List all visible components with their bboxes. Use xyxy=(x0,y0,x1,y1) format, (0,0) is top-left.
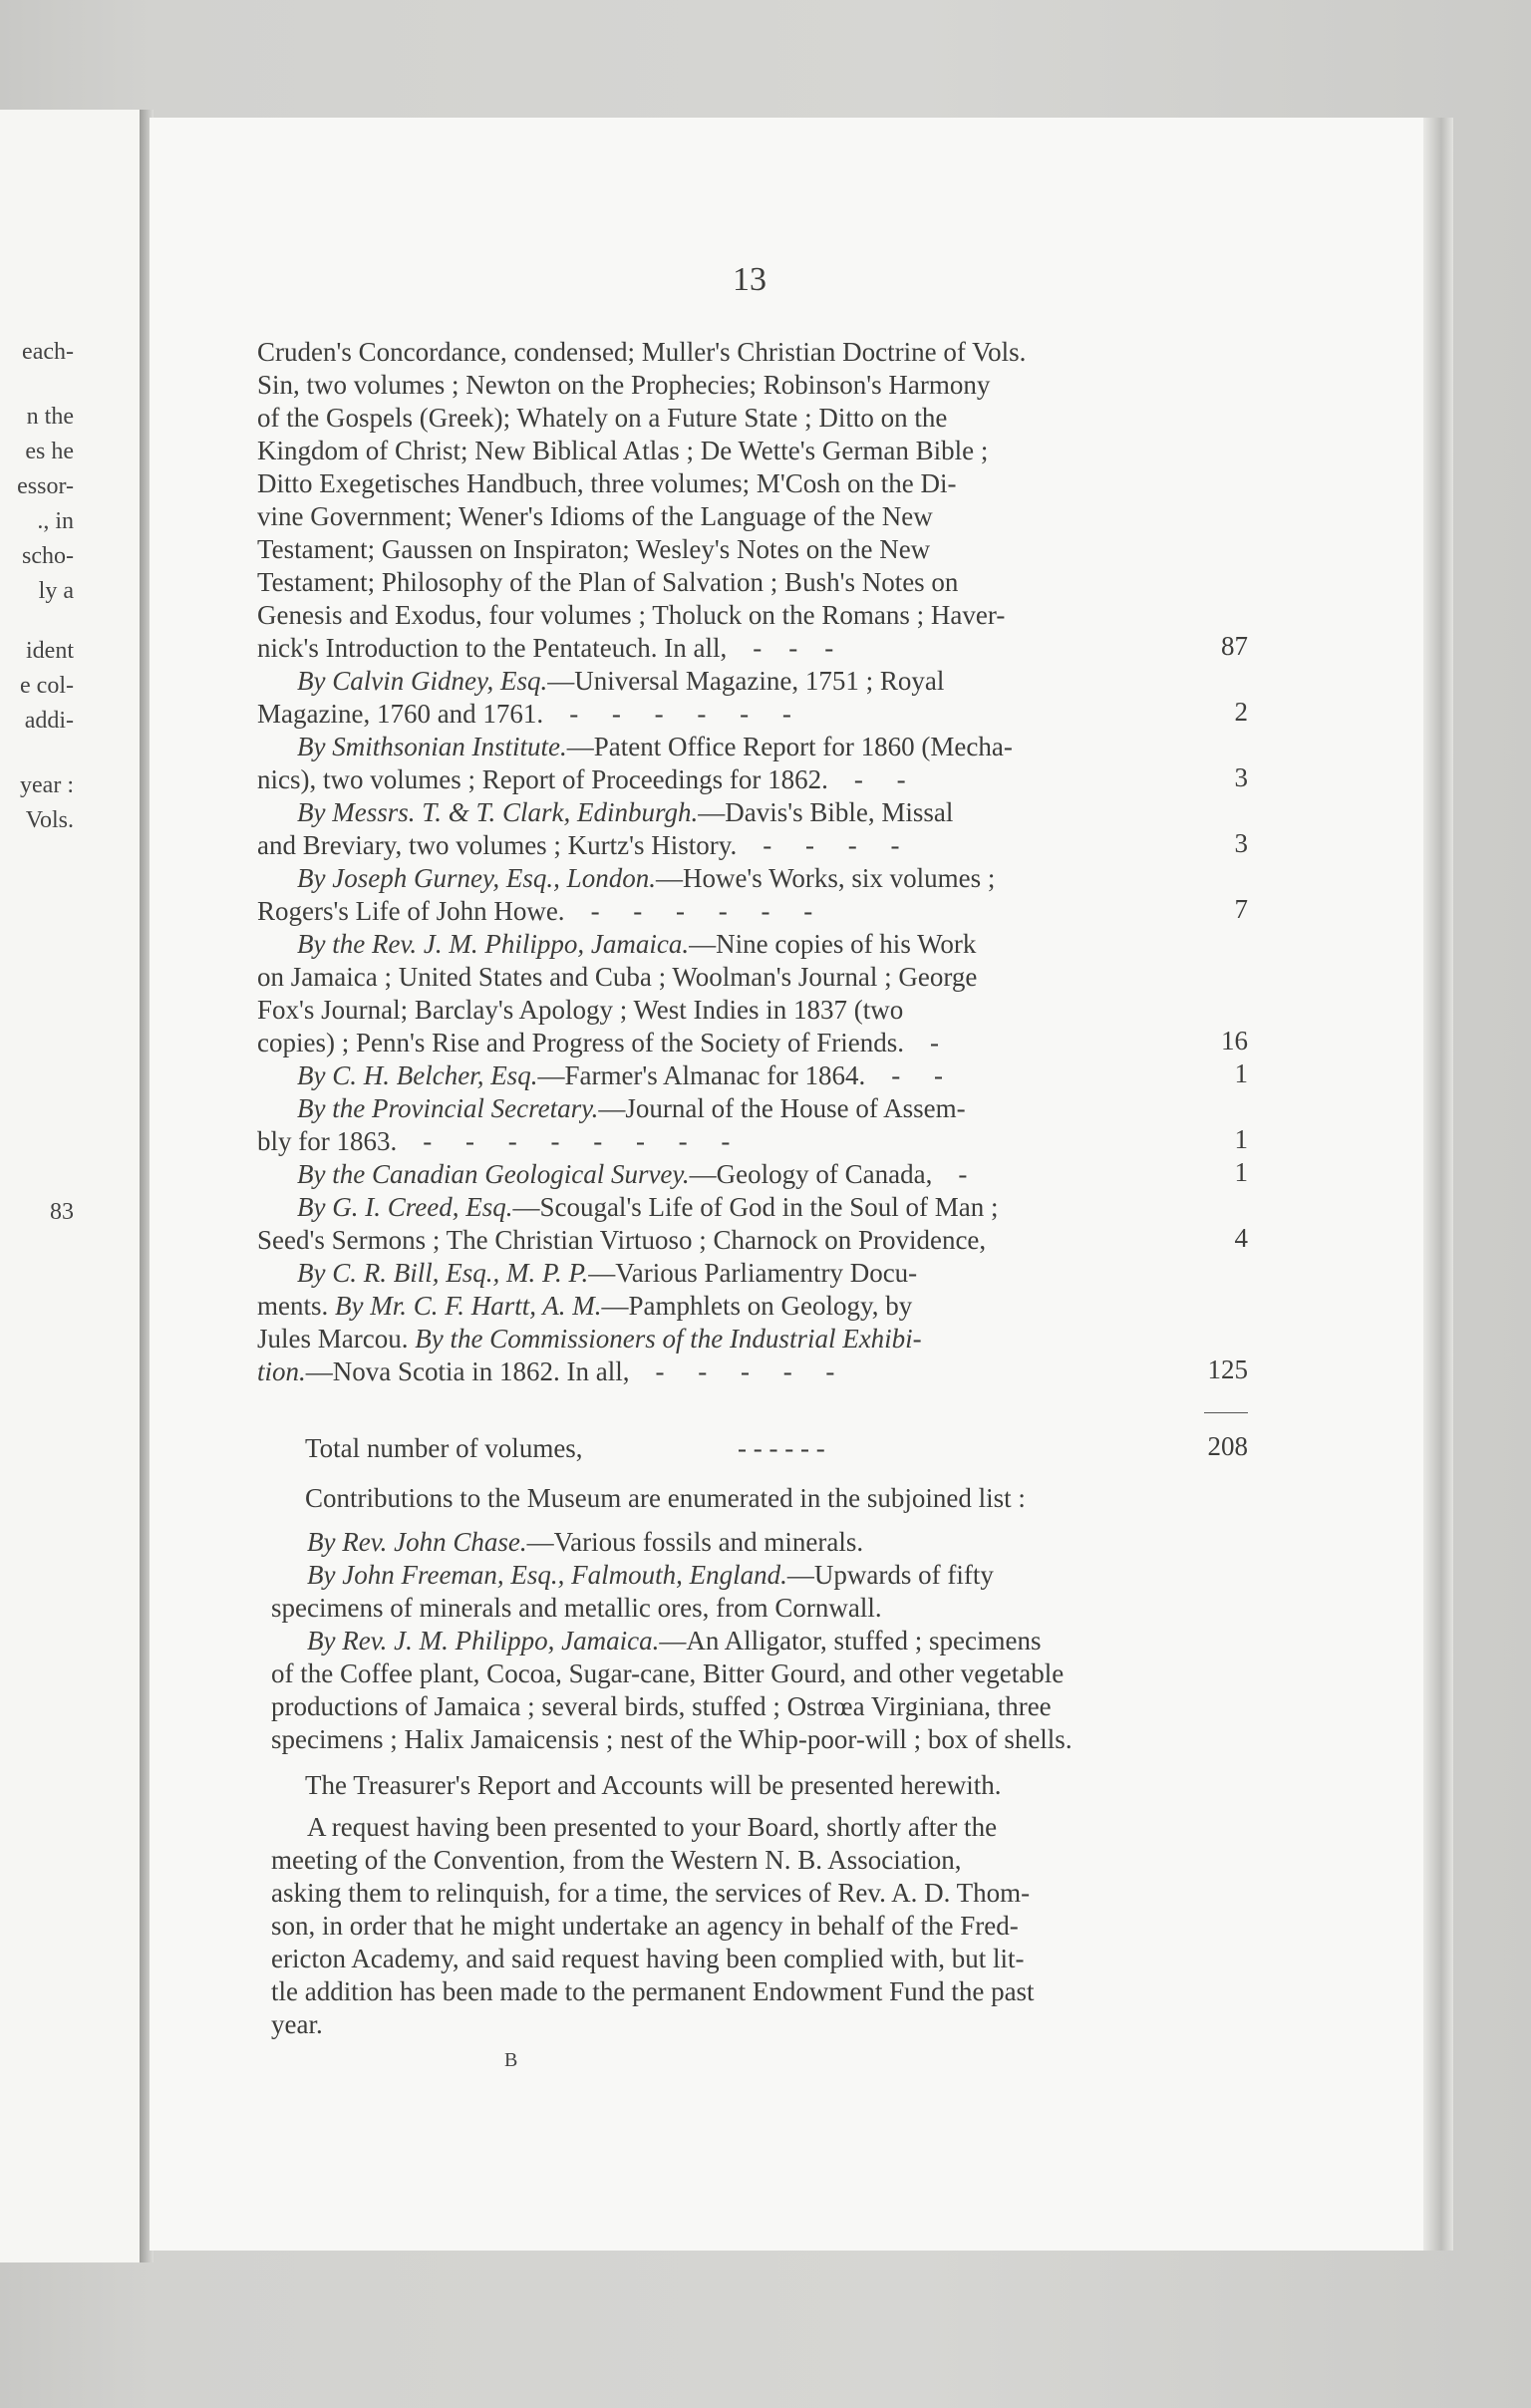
donation-entry-line xyxy=(297,861,995,895)
volume-count: 3 xyxy=(1234,828,1248,858)
museum-intro: Contributions to the Museum are enumerated in the subjoined list : xyxy=(305,1483,1026,1513)
entry-text: Jules Marcou. xyxy=(257,1324,409,1354)
donation-entry-line xyxy=(297,1091,966,1125)
donation-entry-line xyxy=(257,368,990,402)
left-page-fragment: scho- xyxy=(22,543,74,569)
museum-entry-line xyxy=(307,1624,1042,1657)
volume-count: 16 xyxy=(1221,1026,1248,1055)
donation-entry-line xyxy=(297,664,944,698)
entry-text: —Nova Scotia in 1862. In all, xyxy=(305,1356,630,1386)
entry-text: —Journal of the House of Assem- xyxy=(598,1093,966,1123)
dot-leaders: - - - - - - xyxy=(569,699,791,729)
entry-text: Fox's Journal; Barclay's Apology ; West Indies in 1837 (two xyxy=(257,995,904,1025)
entry-text: bly for 1863. xyxy=(257,1126,398,1156)
donation-entry-line xyxy=(257,1026,939,1059)
volume-count: 125 xyxy=(1207,1354,1248,1384)
donation-entry-line xyxy=(297,1157,967,1191)
donation-entry-line xyxy=(257,499,933,533)
donor-name: By Smithsonian Institute. xyxy=(297,732,567,761)
entry-text: —Farmer's Almanac for 1864. xyxy=(537,1060,866,1090)
paragraph-line: ericton Academy, and said request having been complied with, but lit- xyxy=(271,1944,1025,1973)
paragraph-line: asking them to relinquish, for a time, the services of Rev. A. D. Thom- xyxy=(271,1878,1031,1908)
dot-leaders: - - - - - - xyxy=(590,896,813,926)
left-page-fragment: year : xyxy=(20,772,74,798)
donor-name: By the Provincial Secretary. xyxy=(297,1093,599,1123)
donation-entry-line xyxy=(257,1223,986,1257)
museum-entry-line xyxy=(307,1558,994,1592)
entry-text: nick's Introduction to the Pentateuch. In all, xyxy=(257,633,728,663)
entry-text: copies) ; Penn's Rise and Progress of the Society of Friends. xyxy=(257,1028,905,1057)
donation-entry-line xyxy=(257,828,900,862)
donation-entry-line xyxy=(257,434,988,467)
donation-entry-line xyxy=(297,795,953,829)
dot-leaders: - xyxy=(930,1028,940,1057)
entry-text: Genesis and Exodus, four volumes ; Tholuck on the Romans ; Haver- xyxy=(257,600,1006,630)
entry-text: —Davis's Bible, Missal xyxy=(698,797,954,827)
total-line-leaders: - - - - - - xyxy=(738,1433,825,1463)
entry-text: —Universal Magazine, 1751 ; Royal xyxy=(547,666,945,696)
donation-entry-line xyxy=(257,598,1005,632)
donation-entry-line xyxy=(257,993,903,1027)
entry-text: Ditto Exegetisches Handbuch, three volumes; M'Cosh on the Di- xyxy=(257,468,957,498)
treasurer-line: The Treasurer's Report and Accounts will be presented herewith. xyxy=(305,1770,1002,1800)
left-page-fragment: each- xyxy=(22,339,74,365)
donation-entry-line xyxy=(257,401,947,435)
museum-entry-line xyxy=(271,1656,1064,1690)
donor-name: By C. H. Belcher, Esq. xyxy=(297,1060,538,1090)
donor-name: By John Freeman, Esq., Falmouth, England. xyxy=(307,1560,787,1590)
total-line-label: Total number of volumes, xyxy=(305,1433,583,1463)
volume-count: 2 xyxy=(1234,697,1248,727)
entry-text: —Various fossils and minerals. xyxy=(526,1527,864,1557)
donor-name: By C. R. Bill, Esq., M. P. P. xyxy=(297,1258,589,1288)
donation-entry-line xyxy=(297,730,1013,763)
entry-text: of the Coffee plant, Cocoa, Sugar-cane, Bitter Gourd, and other vegetable xyxy=(271,1658,1065,1688)
donation-entry-line xyxy=(257,1124,730,1158)
dot-leaders: - - xyxy=(891,1060,943,1090)
left-page-fragment: ., in xyxy=(37,508,74,534)
entry-text: Seed's Sermons ; The Christian Virtuoso ; Charnock on Providence, xyxy=(257,1225,987,1255)
entry-text: and Breviary, two volumes ; Kurtz's History. xyxy=(257,830,738,860)
dot-leaders: - - xyxy=(853,764,906,794)
donation-entry-line xyxy=(257,335,1026,369)
entry-text: —Nine copies of his Work xyxy=(689,929,977,959)
left-page-fragment: ly a xyxy=(38,578,74,604)
left-page-fragment: Vols. xyxy=(25,807,74,833)
donation-entry-line xyxy=(257,762,906,796)
entry-text: —Patent Office Report for 1860 (Mecha- xyxy=(566,732,1013,761)
entry-text: ments. xyxy=(257,1291,329,1321)
dot-leaders: - - - - xyxy=(763,830,900,860)
paragraph-line: tle addition has been made to the permanent Endowment Fund the past xyxy=(271,1976,1035,2006)
entry-text: —Geology of Canada, xyxy=(689,1159,933,1189)
donor-name: By Mr. C. F. Hartt, A. M. xyxy=(328,1291,602,1321)
signature-mark: B xyxy=(504,2049,518,2071)
donor-name: By the Canadian Geological Survey. xyxy=(297,1159,690,1189)
donor-name: By Rev. John Chase. xyxy=(307,1527,527,1557)
entry-text: —Scougal's Life of God in the Soul of Man ; xyxy=(512,1192,999,1222)
museum-entry-line xyxy=(271,1689,1052,1723)
entry-text: of the Gospels (Greek); Whately on a Future State ; Ditto on the xyxy=(257,403,948,433)
dot-leaders: - xyxy=(958,1159,968,1189)
donation-entry-line xyxy=(297,1256,917,1290)
donor-name: By Joseph Gurney, Esq., London. xyxy=(297,863,656,893)
donor-name: tion. xyxy=(257,1356,306,1386)
total-line-number: 208 xyxy=(1207,1431,1248,1461)
entry-text: productions of Jamaica ; several birds, stuffed ; Ostrœa Virginiana, three xyxy=(271,1691,1052,1721)
paragraph-line: year. xyxy=(271,2009,323,2039)
entry-text: —An Alligator, stuffed ; specimens xyxy=(659,1626,1042,1656)
entry-text: specimens of minerals and metallic ores, from Cornwall. xyxy=(271,1593,882,1623)
entry-text: Magazine, 1760 and 1761. xyxy=(257,699,544,729)
entry-text: Kingdom of Christ; New Biblical Atlas ; De Wette's German Bible ; xyxy=(257,436,989,465)
paragraph-line: A request having been presented to your Board, shortly after the xyxy=(307,1812,998,1842)
donor-name: By Calvin Gidney, Esq. xyxy=(297,666,548,696)
donor-name: By Rev. J. M. Philippo, Jamaica. xyxy=(307,1626,660,1656)
donor-name: By the Commissioners of the Industrial Exhibi- xyxy=(408,1324,922,1354)
museum-entry-line xyxy=(271,1722,1072,1756)
museum-entry-line xyxy=(307,1525,863,1559)
donation-entry-line xyxy=(257,532,930,566)
page-number: 13 xyxy=(733,261,766,298)
volume-count: 3 xyxy=(1234,762,1248,792)
donation-entry-line xyxy=(257,565,958,599)
left-page-fragment: 83 xyxy=(50,1199,74,1225)
entry-text: —Pamphlets on Geology, by xyxy=(601,1291,913,1321)
entry-text: —Howe's Works, six volumes ; xyxy=(655,863,996,893)
entry-text: Cruden's Concordance, condensed; Muller's Christian Doctrine of Vols. xyxy=(257,337,1027,367)
volume-count: 87 xyxy=(1221,631,1248,661)
donation-entry-line xyxy=(297,1058,943,1092)
sum-rule xyxy=(1204,1412,1248,1413)
volume-count: 7 xyxy=(1234,894,1248,924)
volume-count: 4 xyxy=(1234,1223,1248,1253)
entry-text: —Upwards of fifty xyxy=(786,1560,994,1590)
donor-name: By G. I. Creed, Esq. xyxy=(297,1192,513,1222)
entry-text: Rogers's Life of John Howe. xyxy=(257,896,565,926)
donation-entry-line xyxy=(297,1190,999,1224)
left-page-fragment: essor- xyxy=(17,473,74,499)
entry-text: Testament; Philosophy of the Plan of Salvation ; Bush's Notes on xyxy=(257,567,959,597)
donation-entry-line xyxy=(257,1289,912,1323)
volume-count: 1 xyxy=(1234,1157,1248,1187)
donation-entry-line xyxy=(257,960,977,994)
left-page-fragment: e col- xyxy=(20,673,74,699)
dot-leaders: - - - - - xyxy=(655,1356,835,1386)
donor-name: By the Rev. J. M. Philippo, Jamaica. xyxy=(297,929,690,959)
left-page xyxy=(0,110,149,2262)
left-page-fragment: ident xyxy=(26,638,74,664)
left-page-fragment: es he xyxy=(25,439,74,464)
volume-count: 1 xyxy=(1234,1058,1248,1088)
donation-entry-line xyxy=(297,927,976,961)
left-page-fragment: addi- xyxy=(24,708,74,734)
donor-name: By Messrs. T. & T. Clark, Edinburgh. xyxy=(297,797,699,827)
museum-entry-line xyxy=(271,1591,882,1625)
volume-count: 1 xyxy=(1234,1124,1248,1154)
entry-text: specimens ; Halix Jamaicensis ; nest of the Whip-poor-will ; box of shells. xyxy=(271,1724,1072,1754)
donation-entry-line xyxy=(257,466,957,500)
entry-text: vine Government; Wener's Idioms of the Language of the New xyxy=(257,501,933,531)
entry-text: on Jamaica ; United States and Cuba ; Woolman's Journal ; George xyxy=(257,962,978,992)
donation-entry-line xyxy=(257,697,791,731)
entry-text: Testament; Gaussen on Inspiraton; Wesley's Notes on the New xyxy=(257,534,931,564)
paragraph-line: meeting of the Convention, from the Western N. B. Association, xyxy=(271,1845,962,1875)
left-page-fragment: n the xyxy=(26,404,74,430)
entry-text: Sin, two volumes ; Newton on the Prophecies; Robinson's Harmony xyxy=(257,370,991,400)
page-edge xyxy=(1423,118,1453,2251)
paragraph-line: son, in order that he might undertake an agency in behalf of the Fred- xyxy=(271,1911,1019,1941)
dot-leaders: - - - xyxy=(753,633,834,663)
entry-text: —Various Parliamentry Docu- xyxy=(588,1258,918,1288)
dot-leaders: - - - - - - - - xyxy=(423,1126,731,1156)
donation-entry-line xyxy=(257,631,833,665)
donation-entry-line xyxy=(257,1322,922,1355)
donation-entry-line xyxy=(257,894,812,928)
donation-entry-line xyxy=(257,1354,834,1388)
entry-text: nics), two volumes ; Report of Proceedings for 1862. xyxy=(257,764,828,794)
